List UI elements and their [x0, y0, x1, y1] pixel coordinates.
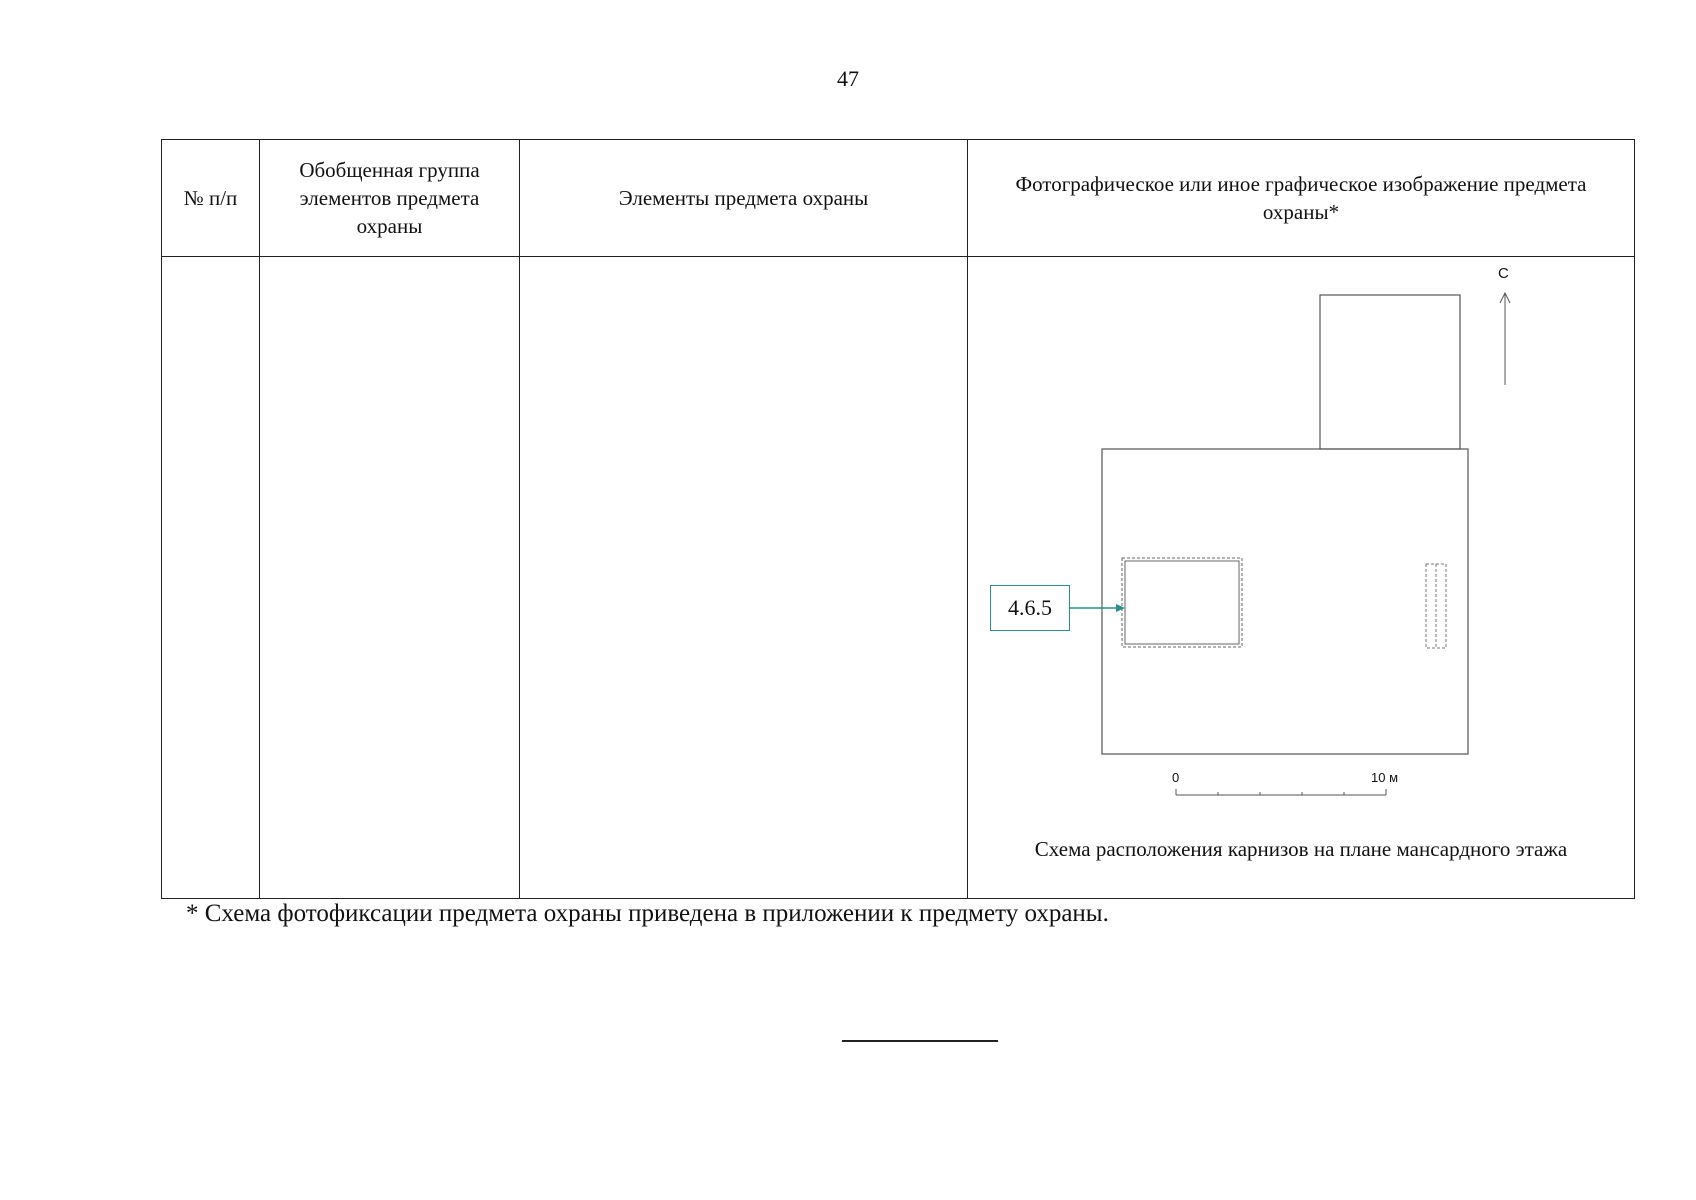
cell-group: [260, 257, 520, 899]
callout-label: 4.6.5: [990, 585, 1070, 631]
table-row: [162, 257, 1635, 899]
header-elements: Элементы предмета охраны: [520, 140, 968, 257]
north-label: С: [1498, 265, 1509, 282]
floor-plan-diagram: [968, 257, 1635, 899]
table-header-row: [162, 140, 1635, 257]
scale-bar: [1176, 789, 1386, 795]
header-number: № п/п: [162, 140, 260, 257]
header-image: Фотографическое или иное графическое изображение предмета охраны*: [968, 140, 1635, 257]
header-group: Обобщенная группа элементов предмета охраны: [260, 140, 520, 257]
north-arrow-icon: [1500, 293, 1510, 385]
cornice-frame-left: [1122, 558, 1242, 647]
protection-subject-table: [161, 139, 1635, 899]
page-number: 47: [837, 66, 859, 91]
scale-end-label: 10 м: [1371, 770, 1399, 785]
footnote: * Схема фотофиксации предмета охраны приведена в приложении к предмету охраны.: [186, 900, 1109, 927]
cornice-element-right: [1426, 564, 1446, 648]
callout-arrow: [1070, 604, 1125, 612]
image-caption: Схема расположения карнизов на плане мансардного этажа: [1034, 837, 1568, 861]
cell-elements: [520, 257, 968, 899]
end-rule-divider: [842, 1040, 998, 1042]
scale-start-label: 0: [1172, 770, 1180, 785]
cell-image: [968, 257, 1635, 899]
plan-annex-outline: [1320, 295, 1460, 449]
cell-number: [162, 257, 260, 899]
plan-building-outline: [1102, 449, 1468, 754]
